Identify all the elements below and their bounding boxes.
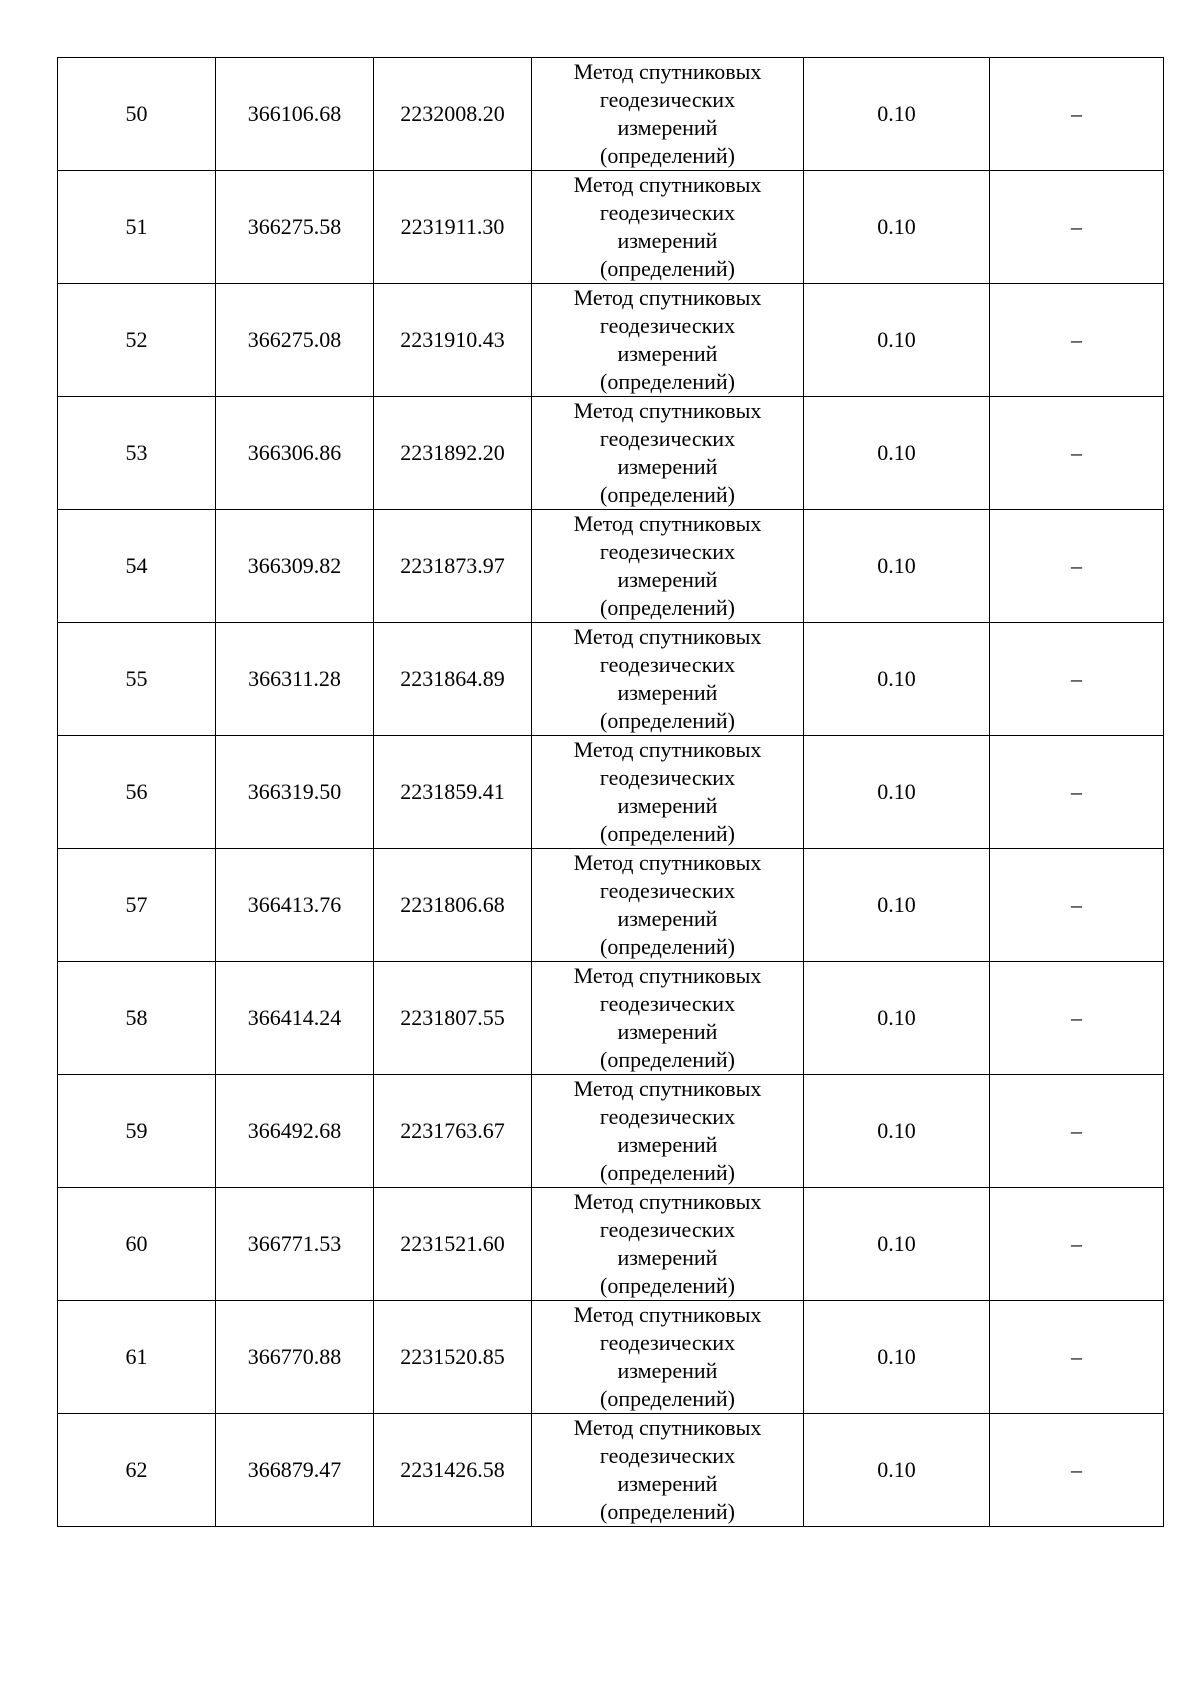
method-text-line: (определений)	[600, 1160, 735, 1185]
note-cell: –	[990, 171, 1164, 284]
x-coordinate-cell: 366306.86	[216, 397, 374, 510]
method-text-line: измерений	[617, 454, 718, 479]
method-text-line: геодезических	[599, 652, 736, 677]
table-row	[58, 171, 1164, 284]
note-cell: –	[990, 510, 1164, 623]
point-number-cell: 50	[58, 58, 216, 171]
accuracy-cell: 0.10	[804, 1075, 990, 1188]
method-text-line: измерений	[617, 567, 718, 592]
accuracy-cell: 0.10	[804, 849, 990, 962]
method-text-line: (определений)	[600, 595, 735, 620]
point-number-cell: 51	[58, 171, 216, 284]
point-number-cell: 61	[58, 1301, 216, 1414]
note-cell: –	[990, 623, 1164, 736]
point-number-cell: 56	[58, 736, 216, 849]
method-text-line: (определений)	[600, 1273, 735, 1298]
x-coordinate-cell: 366879.47	[216, 1414, 374, 1527]
accuracy-cell: 0.10	[804, 623, 990, 736]
accuracy-cell: 0.10	[804, 1301, 990, 1414]
method-text-line: Метод спутниковых	[573, 1076, 762, 1101]
method-cell	[532, 510, 804, 623]
table-row	[58, 849, 1164, 962]
method-text-line: Метод спутниковых	[573, 511, 762, 536]
y-coordinate-cell: 2231911.30	[374, 171, 532, 284]
method-text-line: Метод спутниковых	[573, 737, 762, 762]
note-cell: –	[990, 397, 1164, 510]
point-number-cell: 58	[58, 962, 216, 1075]
note-cell: –	[990, 1188, 1164, 1301]
y-coordinate-cell: 2231873.97	[374, 510, 532, 623]
method-text-line: (определений)	[600, 1499, 735, 1524]
note-cell: –	[990, 58, 1164, 171]
method-text-line: (определений)	[600, 1047, 735, 1072]
y-coordinate-cell: 2231426.58	[374, 1414, 532, 1527]
method-text-line: Метод спутниковых	[573, 59, 762, 84]
accuracy-cell: 0.10	[804, 284, 990, 397]
y-coordinate-cell: 2231763.67	[374, 1075, 532, 1188]
method-text-line: (определений)	[600, 256, 735, 281]
method-text-line: измерений	[617, 1245, 718, 1270]
accuracy-cell: 0.10	[804, 397, 990, 510]
y-coordinate-cell: 2231864.89	[374, 623, 532, 736]
method-text-line: измерений	[617, 115, 718, 140]
method-text-line: геодезических	[599, 1217, 736, 1242]
method-text-line: (определений)	[600, 708, 735, 733]
method-text-line: (определений)	[600, 369, 735, 394]
method-text-line: геодезических	[599, 1104, 736, 1129]
table-row	[58, 397, 1164, 510]
method-cell	[532, 284, 804, 397]
x-coordinate-cell: 366106.68	[216, 58, 374, 171]
method-text-line: геодезических	[599, 1330, 736, 1355]
table-row	[58, 623, 1164, 736]
method-text-line: Метод спутниковых	[573, 1302, 762, 1327]
table-row	[58, 1075, 1164, 1188]
method-text-line: Метод спутниковых	[573, 850, 762, 875]
method-text-line: Метод спутниковых	[573, 285, 762, 310]
accuracy-cell: 0.10	[804, 58, 990, 171]
note-cell: –	[990, 736, 1164, 849]
method-text-line: измерений	[617, 1358, 718, 1383]
method-text-line: (определений)	[600, 821, 735, 846]
x-coordinate-cell: 366770.88	[216, 1301, 374, 1414]
method-cell	[532, 736, 804, 849]
method-cell	[532, 623, 804, 736]
method-cell	[532, 962, 804, 1075]
accuracy-cell: 0.10	[804, 1414, 990, 1527]
table-row	[58, 284, 1164, 397]
method-text-line: геодезических	[599, 1443, 736, 1468]
x-coordinate-cell: 366275.58	[216, 171, 374, 284]
coordinates-table-body	[58, 58, 1164, 1527]
x-coordinate-cell: 366771.53	[216, 1188, 374, 1301]
x-coordinate-cell: 366275.08	[216, 284, 374, 397]
y-coordinate-cell: 2232008.20	[374, 58, 532, 171]
note-cell: –	[990, 1414, 1164, 1527]
method-text-line: геодезических	[599, 539, 736, 564]
method-text-line: измерений	[617, 1132, 718, 1157]
table-row	[58, 736, 1164, 849]
y-coordinate-cell: 2231521.60	[374, 1188, 532, 1301]
y-coordinate-cell: 2231806.68	[374, 849, 532, 962]
method-cell	[532, 171, 804, 284]
point-number-cell: 52	[58, 284, 216, 397]
method-text-line: измерений	[617, 680, 718, 705]
x-coordinate-cell: 366492.68	[216, 1075, 374, 1188]
method-text-line: геодезических	[599, 878, 736, 903]
x-coordinate-cell: 366414.24	[216, 962, 374, 1075]
note-cell: –	[990, 284, 1164, 397]
y-coordinate-cell: 2231892.20	[374, 397, 532, 510]
table-row	[58, 58, 1164, 171]
point-number-cell: 53	[58, 397, 216, 510]
method-cell	[532, 1188, 804, 1301]
x-coordinate-cell: 366413.76	[216, 849, 374, 962]
point-number-cell: 57	[58, 849, 216, 962]
method-text-line: геодезических	[599, 200, 736, 225]
method-text-line: Метод спутниковых	[573, 172, 762, 197]
method-text-line: геодезических	[599, 426, 736, 451]
y-coordinate-cell: 2231910.43	[374, 284, 532, 397]
note-cell: –	[990, 849, 1164, 962]
point-number-cell: 54	[58, 510, 216, 623]
table-row	[58, 1301, 1164, 1414]
note-cell: –	[990, 1075, 1164, 1188]
table-row	[58, 1414, 1164, 1527]
method-text-line: измерений	[617, 906, 718, 931]
method-text-line: геодезических	[599, 991, 736, 1016]
method-text-line: геодезических	[599, 765, 736, 790]
method-cell	[532, 1075, 804, 1188]
note-cell: –	[990, 962, 1164, 1075]
method-text-line: Метод спутниковых	[573, 398, 762, 423]
method-text-line: Метод спутниковых	[573, 1415, 762, 1440]
table-row	[58, 1188, 1164, 1301]
method-text-line: (определений)	[600, 1386, 735, 1411]
method-text-line: (определений)	[600, 143, 735, 168]
method-text-line: измерений	[617, 1019, 718, 1044]
accuracy-cell: 0.10	[804, 736, 990, 849]
y-coordinate-cell: 2231520.85	[374, 1301, 532, 1414]
method-cell	[532, 397, 804, 510]
method-text-line: (определений)	[600, 482, 735, 507]
point-number-cell: 60	[58, 1188, 216, 1301]
method-cell	[532, 58, 804, 171]
y-coordinate-cell: 2231807.55	[374, 962, 532, 1075]
method-text-line: геодезических	[599, 87, 736, 112]
method-text-line: измерений	[617, 228, 718, 253]
method-cell	[532, 849, 804, 962]
coordinates-table	[57, 57, 1164, 1527]
accuracy-cell: 0.10	[804, 510, 990, 623]
x-coordinate-cell: 366319.50	[216, 736, 374, 849]
note-cell: –	[990, 1301, 1164, 1414]
table-row	[58, 962, 1164, 1075]
x-coordinate-cell: 366309.82	[216, 510, 374, 623]
accuracy-cell: 0.10	[804, 171, 990, 284]
y-coordinate-cell: 2231859.41	[374, 736, 532, 849]
method-text-line: Метод спутниковых	[573, 963, 762, 988]
table-row	[58, 510, 1164, 623]
accuracy-cell: 0.10	[804, 962, 990, 1075]
method-text-line: Метод спутниковых	[573, 624, 762, 649]
accuracy-cell: 0.10	[804, 1188, 990, 1301]
method-text-line: геодезических	[599, 313, 736, 338]
point-number-cell: 59	[58, 1075, 216, 1188]
method-text-line: Метод спутниковых	[573, 1189, 762, 1214]
x-coordinate-cell: 366311.28	[216, 623, 374, 736]
method-text-line: измерений	[617, 1471, 718, 1496]
method-text-line: измерений	[617, 341, 718, 366]
point-number-cell: 55	[58, 623, 216, 736]
method-cell	[532, 1414, 804, 1527]
method-text-line: (определений)	[600, 934, 735, 959]
method-cell	[532, 1301, 804, 1414]
method-text-line: измерений	[617, 793, 718, 818]
point-number-cell: 62	[58, 1414, 216, 1527]
